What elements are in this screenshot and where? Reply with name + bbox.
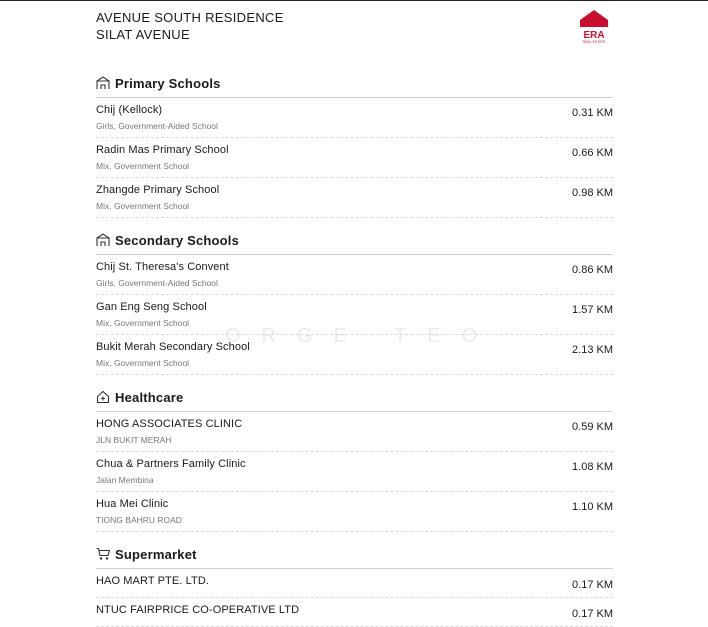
watermark: ORGE TEO	[225, 325, 499, 347]
section-title: Primary Schools	[115, 75, 221, 91]
item-distance: 0.98 KM	[572, 187, 613, 199]
list-item	[96, 98, 613, 138]
healthcare-icon	[96, 390, 110, 404]
item-distance: 2.13 KM	[572, 344, 613, 356]
list-item	[96, 569, 613, 598]
item-name: Chij (Kellock)	[96, 104, 163, 116]
item-name: Chua & Partners Family Clinic	[96, 458, 246, 470]
era-logo-text: ERA	[583, 30, 605, 41]
section-title: Supermarket	[115, 546, 197, 562]
amenities-list	[96, 69, 613, 627]
section-header	[96, 226, 613, 255]
item-distance: 1.08 KM	[572, 461, 613, 473]
list-item	[96, 295, 613, 335]
item-distance: 0.66 KM	[572, 147, 613, 159]
section-header	[96, 383, 613, 412]
list-item	[96, 412, 613, 452]
section-title: Healthcare	[115, 389, 184, 405]
item-distance: 0.17 KM	[572, 608, 613, 620]
property-name: AVENUE SOUTH RESIDENCE	[96, 10, 284, 25]
item-subtitle: Mix, Government School	[96, 201, 190, 211]
item-subtitle: Jalan Membina	[96, 475, 154, 485]
item-name: Gan Eng Seng School	[96, 301, 207, 313]
list-item	[96, 178, 613, 218]
era-logo	[578, 9, 610, 45]
list-item	[96, 452, 613, 492]
item-name: HAO MART PTE. LTD.	[96, 575, 210, 587]
list-item	[96, 255, 613, 295]
section-spacer	[96, 532, 613, 540]
header	[96, 9, 284, 43]
item-distance: 0.17 KM	[572, 579, 613, 591]
list-item	[96, 138, 613, 178]
list-item	[96, 335, 613, 375]
era-logo-mark	[578, 9, 610, 45]
item-subtitle: Mix, Government School	[96, 318, 190, 328]
property-street: SILAT AVENUE	[96, 27, 190, 42]
section-header	[96, 69, 613, 98]
list-item	[96, 492, 613, 532]
section-spacer	[96, 218, 613, 226]
item-distance: 1.57 KM	[572, 304, 613, 316]
item-distance: 0.86 KM	[572, 264, 613, 276]
list-item	[96, 598, 613, 627]
item-distance: 0.59 KM	[572, 421, 613, 433]
school-icon	[96, 233, 110, 247]
section-spacer	[96, 375, 613, 383]
item-subtitle: Girls, Government-Aided School	[96, 121, 218, 131]
item-name: Hua Mei Clinic	[96, 498, 169, 510]
item-subtitle: Mix, Government School	[96, 358, 190, 368]
item-distance: 0.31 KM	[572, 107, 613, 119]
item-subtitle: JLN BUKIT MERAH	[96, 435, 172, 445]
section-header	[96, 540, 613, 569]
item-distance: 1.10 KM	[572, 501, 613, 513]
school-icon	[96, 76, 110, 90]
item-name: NTUC FAIRPRICE CO-OPERATIVE LTD	[96, 604, 300, 616]
item-subtitle: TIONG BAHRU ROAD	[96, 515, 182, 525]
cart-icon	[96, 547, 110, 561]
item-subtitle: Mix, Government School	[96, 161, 190, 171]
item-name: Zhangde Primary School	[96, 184, 220, 196]
item-subtitle: Girls, Government-Aided School	[96, 278, 218, 288]
era-logo-subtext: REAL ESTATE	[582, 40, 606, 44]
section-title: Secondary Schools	[115, 232, 240, 248]
item-name: Chij St. Theresa's Convent	[96, 261, 229, 273]
item-name: HONG ASSOCIATES CLINIC	[96, 418, 243, 430]
item-name: Bukit Merah Secondary School	[96, 341, 250, 353]
item-name: Radin Mas Primary School	[96, 144, 229, 156]
